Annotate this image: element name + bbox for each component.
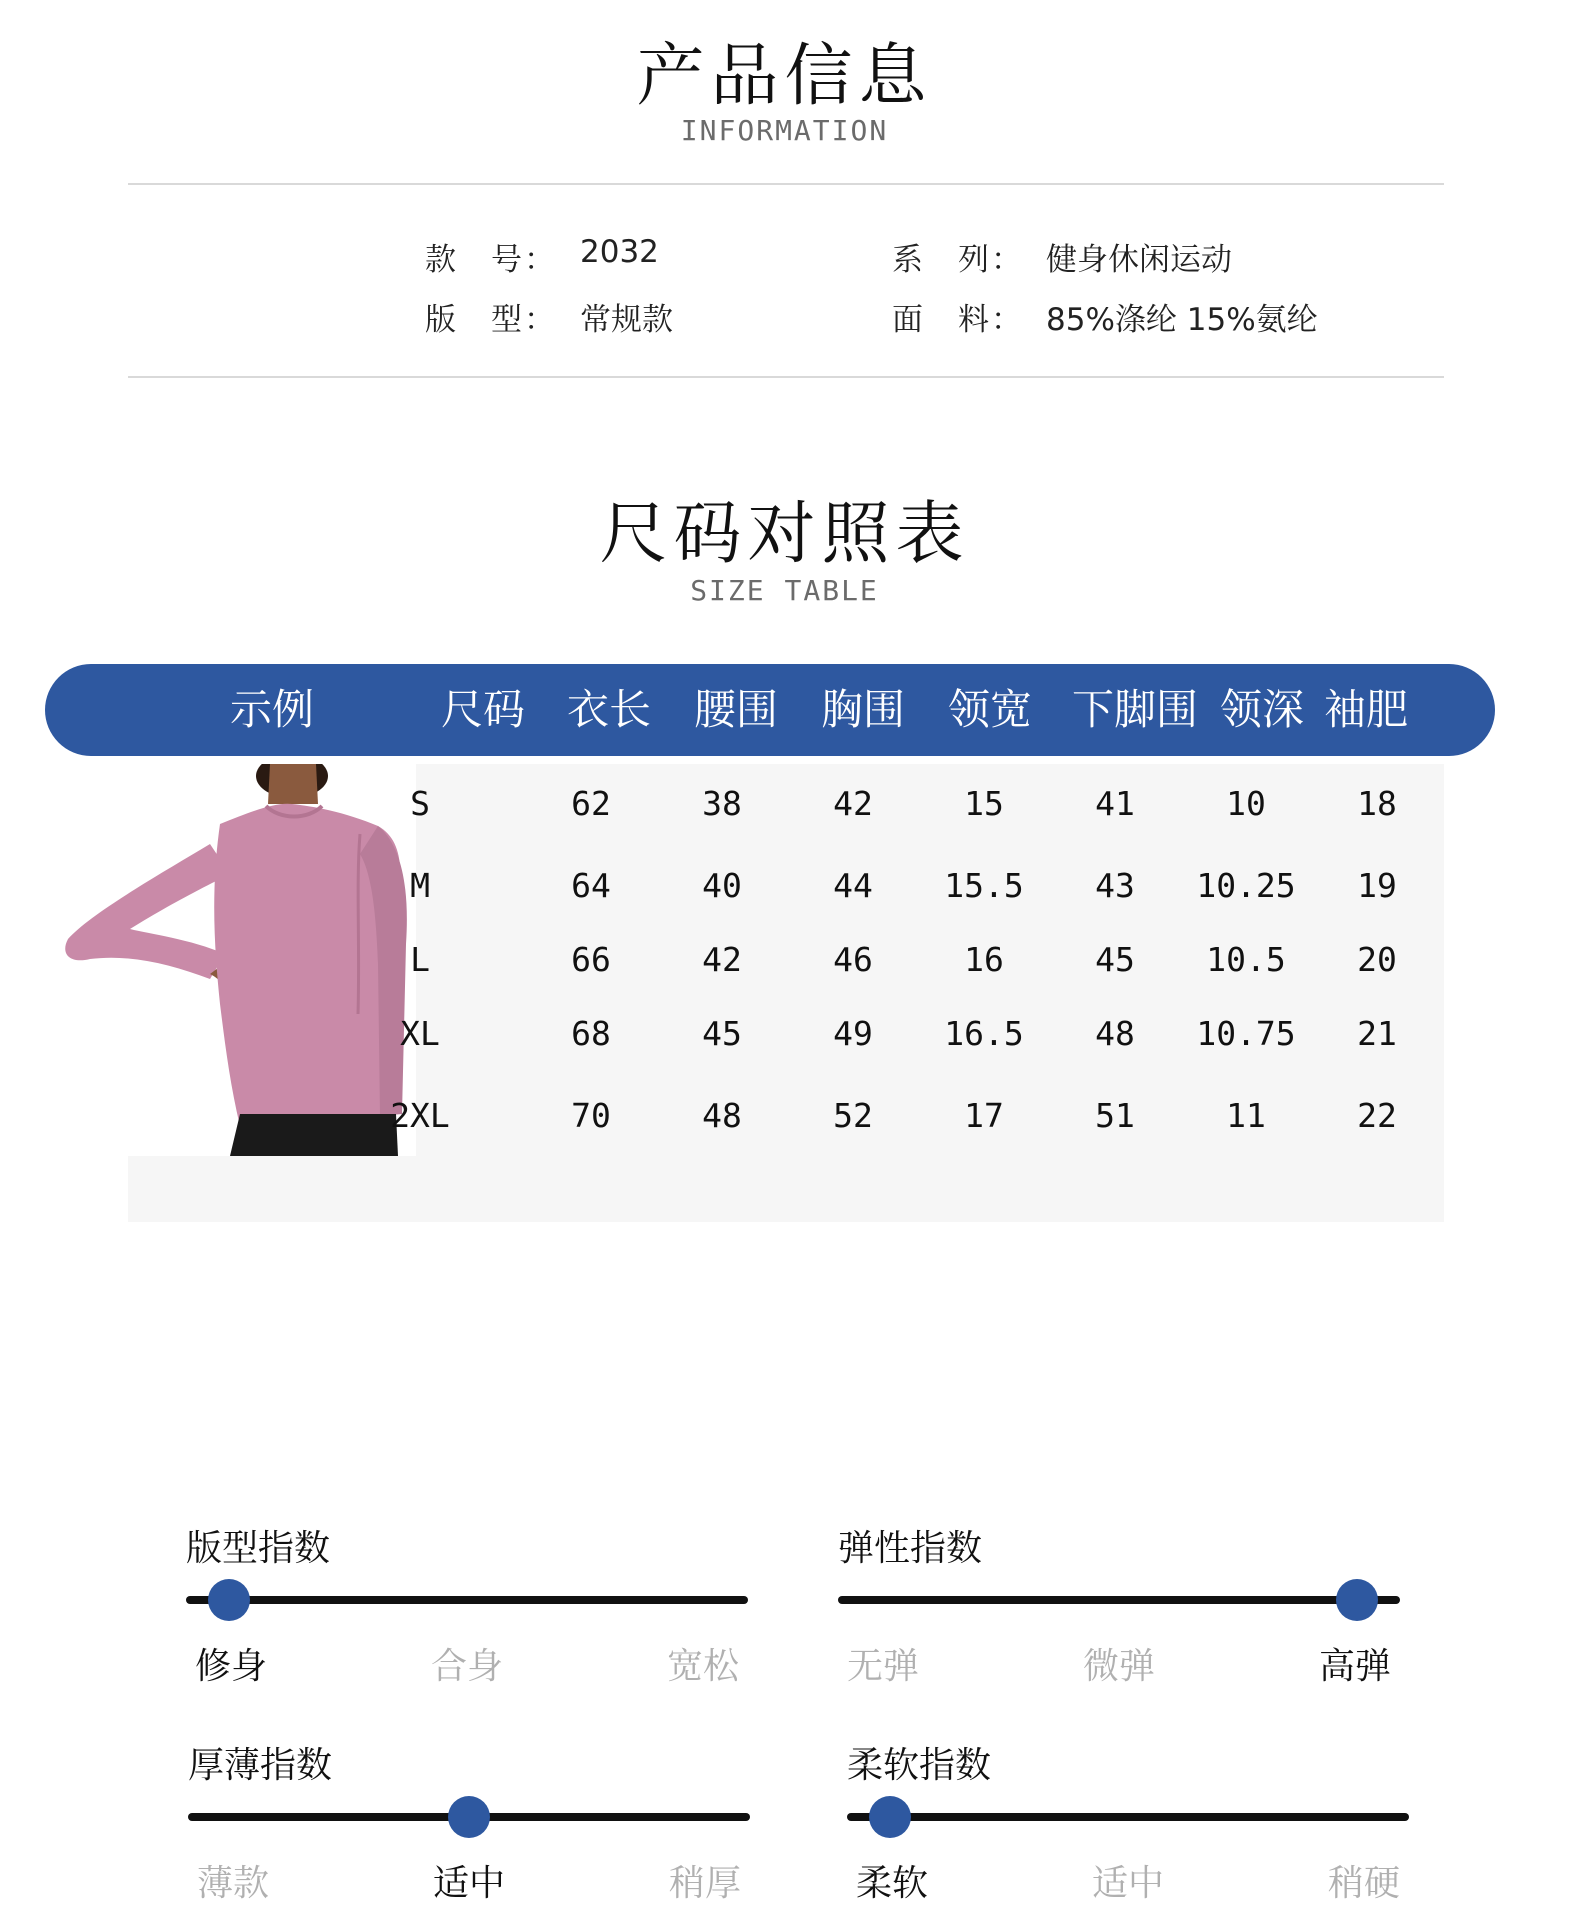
index-slider-track: [838, 1596, 1400, 1604]
table-cell: 70: [571, 1096, 611, 1135]
index-option: 适中: [432, 1863, 505, 1904]
table-cell: 48: [1095, 1014, 1135, 1053]
table-cell: 16: [964, 940, 1004, 979]
index-option: 适中: [1091, 1863, 1164, 1904]
table-cell: 48: [702, 1096, 742, 1135]
index-option: 高弹: [1318, 1646, 1391, 1687]
col-header-example: 示例: [229, 685, 314, 734]
index-title: 厚薄指数: [188, 1745, 333, 1786]
series-label: 系 列：: [892, 242, 1024, 278]
fit-type-label: 版 型：: [425, 302, 557, 338]
table-cell: 64: [571, 866, 611, 905]
table-cell: 45: [1095, 940, 1135, 979]
table-cell: 10: [1226, 784, 1266, 823]
index-title: 弹性指数: [838, 1528, 983, 1569]
index-slider-knob: [448, 1796, 490, 1838]
table-cell: 21: [1357, 1014, 1397, 1053]
index-option: 柔软: [855, 1863, 928, 1904]
index-slider-knob: [208, 1579, 250, 1621]
fit-type-value: 常规款: [580, 302, 673, 338]
table-cell: 42: [833, 784, 873, 823]
table-cell: 68: [571, 1014, 611, 1053]
col-header-neck-depth: 领深: [1219, 685, 1304, 734]
table-cell: 44: [833, 866, 873, 905]
table-cell: 62: [571, 784, 611, 823]
table-cell: 10.75: [1196, 1014, 1296, 1053]
size-label: S: [410, 784, 430, 823]
table-cell: 40: [702, 866, 742, 905]
size-label: XL: [400, 1014, 440, 1053]
info-subtitle: INFORMATION: [680, 114, 889, 147]
col-header-size: 尺码: [440, 685, 525, 734]
series-value: 健身休闲运动: [1046, 242, 1232, 278]
col-header-neck-width: 领宽: [947, 685, 1032, 734]
size-label: M: [410, 866, 430, 905]
index-option: 薄款: [196, 1863, 269, 1904]
table-cell: 42: [702, 940, 742, 979]
table-cell: 52: [833, 1096, 873, 1135]
table-cell: 10.5: [1206, 940, 1286, 979]
size-label: L: [410, 940, 430, 979]
index-title: 版型指数: [186, 1528, 331, 1569]
table-cell: 49: [833, 1014, 873, 1053]
info-title: 产品信息: [636, 37, 933, 116]
table-cell: 41: [1095, 784, 1135, 823]
table-cell: 15.5: [944, 866, 1024, 905]
divider: [128, 376, 1444, 378]
table-cell: 15: [964, 784, 1004, 823]
index-title: 柔软指数: [847, 1745, 992, 1786]
table-cell: 46: [833, 940, 873, 979]
divider: [128, 183, 1444, 185]
table-cell: 10.25: [1196, 866, 1296, 905]
size-table-title: 尺码对照表: [599, 495, 970, 574]
index-slider-track: [847, 1813, 1409, 1821]
col-header-hem: 下脚围: [1071, 685, 1198, 734]
col-header-chest: 胸围: [820, 685, 905, 734]
table-cell: 18: [1357, 784, 1397, 823]
table-cell: 11: [1226, 1096, 1266, 1135]
size-label: 2XL: [390, 1096, 450, 1135]
index-option: 宽松: [666, 1646, 739, 1687]
table-cell: 43: [1095, 866, 1135, 905]
table-cell: 20: [1357, 940, 1397, 979]
fabric-value: 85%涤纶 15%氨纶: [1046, 302, 1318, 338]
table-cell: 17: [964, 1096, 1004, 1135]
table-cell: 66: [571, 940, 611, 979]
style-no-label: 款 号：: [425, 242, 557, 278]
index-slider-track: [186, 1596, 748, 1604]
index-slider-knob: [869, 1796, 911, 1838]
col-header-length: 衣长: [566, 685, 651, 734]
index-option: 稍硬: [1327, 1863, 1400, 1904]
index-option: 合身: [430, 1646, 503, 1687]
table-cell: 19: [1357, 866, 1397, 905]
size-table-subtitle: SIZE TABLE: [690, 574, 879, 607]
index-option: 修身: [194, 1646, 267, 1687]
fabric-label: 面 料：: [892, 302, 1024, 338]
col-header-sleeve: 袖肥: [1323, 685, 1408, 734]
table-cell: 22: [1357, 1096, 1397, 1135]
table-cell: 16.5: [944, 1014, 1024, 1053]
table-cell: 51: [1095, 1096, 1135, 1135]
style-no-value: 2032: [580, 234, 659, 270]
table-cell: 38: [702, 784, 742, 823]
index-option: 无弹: [846, 1646, 919, 1687]
index-option: 稍厚: [668, 1863, 741, 1904]
col-header-waist: 腰围: [693, 685, 778, 734]
index-slider-knob: [1336, 1579, 1378, 1621]
index-option: 微弹: [1082, 1646, 1155, 1687]
table-cell: 45: [702, 1014, 742, 1053]
